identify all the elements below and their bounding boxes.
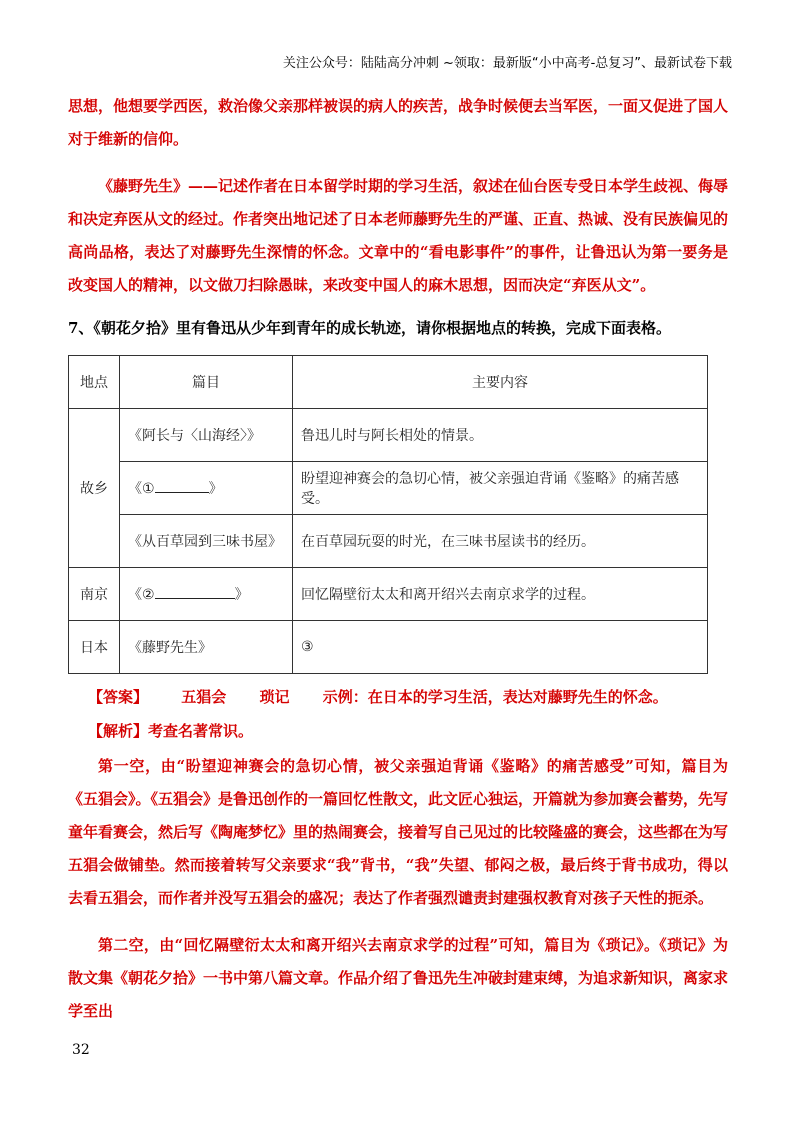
answer-line [68,680,728,714]
table-row [69,515,708,568]
title-suffix: 》 [234,587,249,603]
paragraph-tengye: 《藤野先生》——记述作者在日本留学时期的学习生活，叙述在仙台医专受日本学生歧视、侮辱和决定弃医从文的经过。作者突出地记述了日本老师藤野先生的严谨、正直、热诚、没有民族偏见的高尚品格，表达了对藤野先生深情的怀念。文章中的“看电影事件”的事件，让鲁迅认为第一要务是改变国人的精神，以文做刀扫除愚昧，来改变中国人的麻木思想，因而决定“弃医从文”。 [68,177,729,294]
analysis-line [68,714,728,748]
table-row [69,409,708,462]
content-cell: 盼望迎神赛会的急切心情，被父亲强迫背诵《鉴略》的痛苦感受。 [293,462,708,515]
answer-3: 示例：在日本的学习生活，表达对藤野先生的怀念。 [322,688,668,706]
answer-1: 五猖会 [181,688,227,706]
page-header: 关注公众号：陆陆高分冲刺 ~领取：最新版“小中高考-总复习”、最新试卷下载 [282,56,732,71]
analysis-label: 【解析】 [88,722,149,740]
blank-line-2 [155,584,235,599]
paragraph-continuation: 思想，他想要学西医，救治像父亲那样被误的病人的疾苦，战争时候便去当军医，一面又促进了国人对于维新的信仰。 [68,97,729,148]
table-row [69,621,708,674]
title-cell: 《从百草园到三味书屋》 [120,515,293,568]
place-cell: 南京 [69,568,120,621]
title-cell [120,568,293,621]
content-cell: 在百草园玩耍的时光，在三味书屋读书的经历。 [293,515,708,568]
answer-table [68,355,708,674]
table-row [69,568,708,621]
title-prefix: 《② [128,587,155,603]
title-cell [120,462,293,515]
title-suffix: 》 [208,481,223,497]
blank-line-1 [155,478,209,493]
place-cell: 故乡 [69,409,120,568]
answer-label: 【答案】 [88,688,149,706]
table-header-cell: 篇目 [120,356,293,409]
table-row [69,462,708,515]
table-header-row [69,356,708,409]
place-cell: 日本 [69,621,120,674]
content-cell: ③ [293,621,708,674]
title-cell: 《阿长与〈山海经〉》 [120,409,293,462]
title-prefix: 《① [128,481,155,497]
page-number: 32 [72,1042,90,1058]
question-7: 7、《朝花夕拾》里有鲁迅从少年到青年的成长轨迹，请你根据地点的转换，完成下面表格。 [68,319,671,337]
paragraph-analysis-1: 第一空，由“盼望迎神赛会的急切心情，被父亲强迫背诵《鉴略》的痛苦感受”可知，篇目为《五猖会》。《五猖会》是鲁迅创作的一篇回忆性散文，此文匠心独运，开篇就为参加赛会蓄势，先写童年看赛会，然后写《陶庵梦忆》里的热闹赛会，接着写自己见过的比较隆盛的赛会，这些都在为写五猖会做铺垫。然而接着转写父亲要求“我”背书，“我”失望、郁闷之极，最后终于背书成功，得以去看五猖会，而作者并没写五猖会的盛况；表达了作者强烈谴责封建强权教育对孩子天性的扼杀。 [68,757,729,907]
answer-2: 琐记 [259,688,290,706]
table-header-cell: 主要内容 [293,356,708,409]
content-cell: 鲁迅儿时与阿长相处的情景。 [293,409,708,462]
paragraph-analysis-2: 第二空，由“回忆隔壁衍太太和离开绍兴去南京求学的过程”可知，篇目为《琐记》。《琐记》为散文集《朝花夕拾》一书中第八篇文章。作品介绍了鲁迅先生冲破封建束缚，为追求新知识，离家求学至出 [68,936,729,1020]
table-header-cell: 地点 [69,356,120,409]
analysis-text: 考查名著常识。 [148,722,254,740]
content-cell: 回忆隔壁衍太太和离开绍兴去南京求学的过程。 [293,568,708,621]
document-body [68,90,728,1028]
title-cell: 《藤野先生》 [120,621,293,674]
